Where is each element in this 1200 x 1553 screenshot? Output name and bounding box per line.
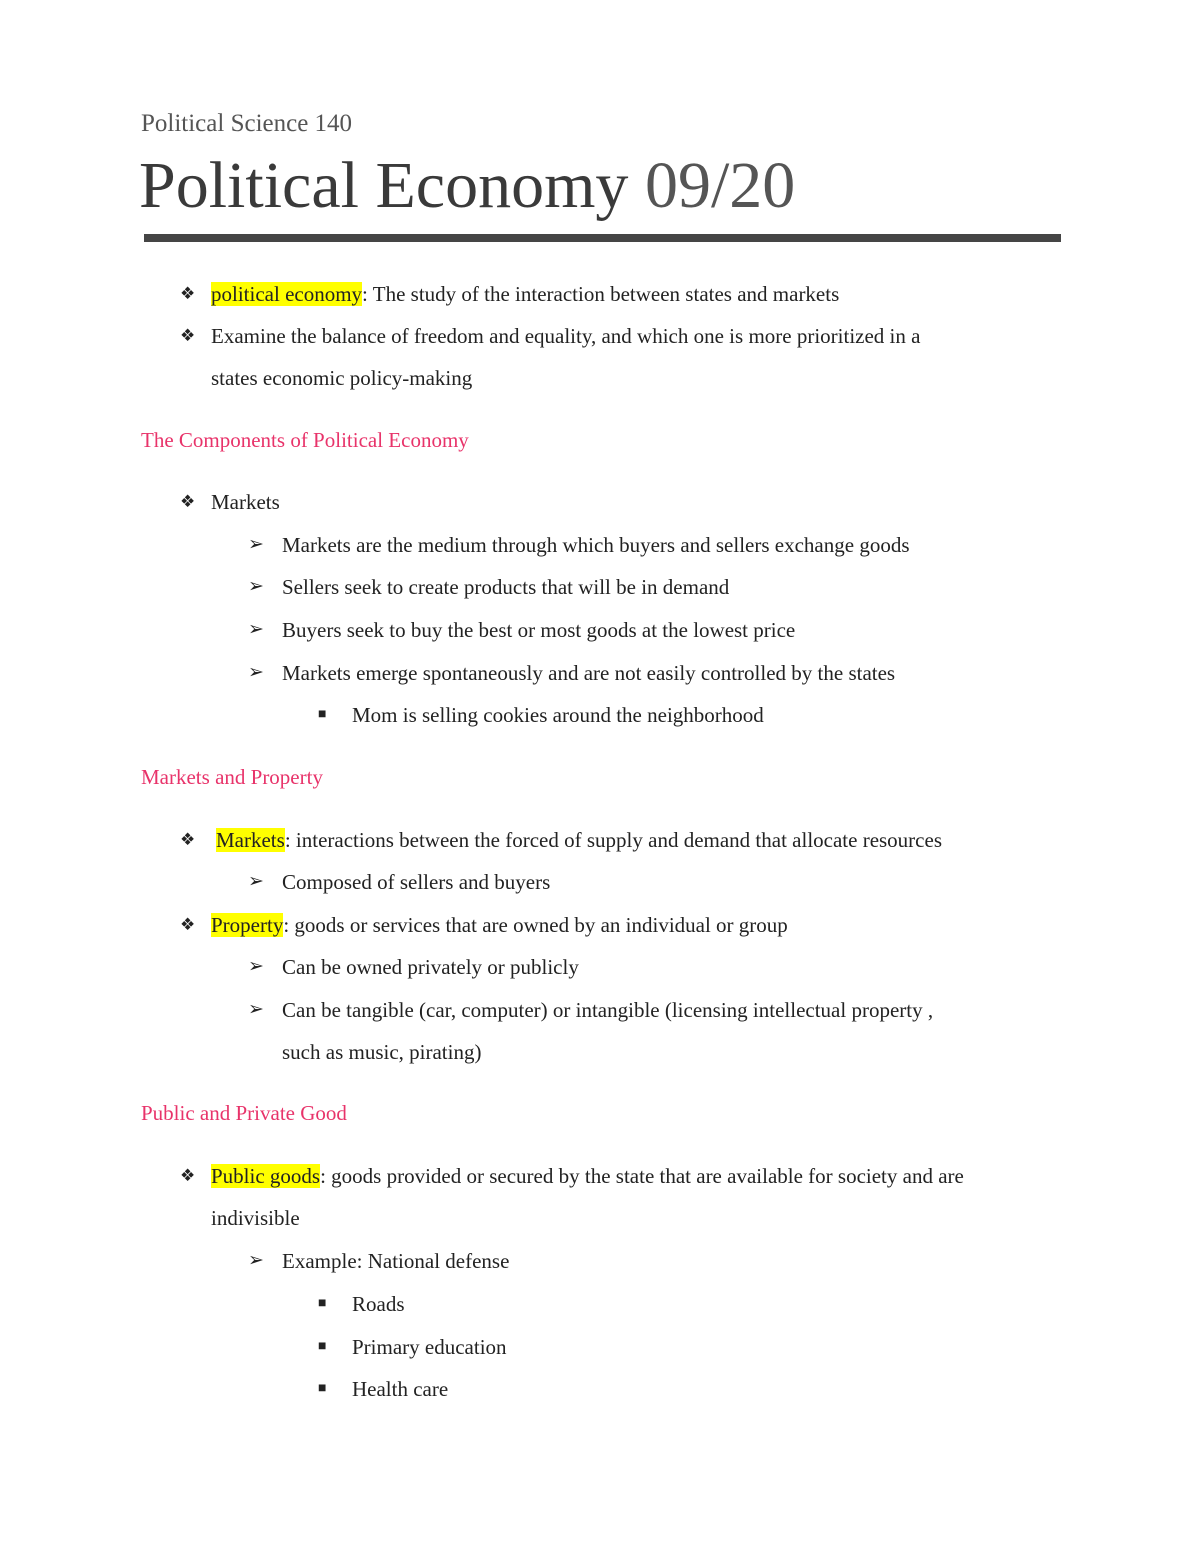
definition-text: : The study of the interaction between states and markets	[362, 282, 840, 306]
list-subitem: Markets are the medium through which buyers and sellers exchange goods	[282, 533, 910, 557]
arrow-bullet-icon: ➢	[248, 662, 264, 683]
section-heading-components: The Components of Political Economy	[141, 428, 469, 452]
title-text: Political Economy	[139, 149, 629, 222]
arrow-bullet-icon: ➢	[248, 619, 264, 640]
definition-text: : goods provided or secured by the state that are available for society and are	[320, 1164, 964, 1188]
list-subitem-continued: such as music, pirating)	[282, 1040, 482, 1064]
title-divider	[144, 234, 1061, 242]
title-date: 09/20	[644, 149, 796, 222]
list-subitem: Can be owned privately or publicly	[282, 955, 579, 979]
list-item-public-goods	[211, 1161, 964, 1191]
list-subsubitem: Health care	[352, 1377, 449, 1401]
square-bullet-icon: ■	[318, 1381, 327, 1396]
list-subitem: Sellers seek to create products that will be in demand	[282, 575, 730, 599]
list-subsubitem: Roads	[352, 1292, 405, 1316]
square-bullet-icon: ■	[318, 707, 327, 722]
intro-item-political-economy	[211, 279, 839, 309]
diamond-bullet-icon: ❖	[180, 492, 196, 511]
highlight-term: Markets	[216, 828, 285, 852]
highlight-term: Property	[211, 913, 284, 937]
list-subitem: Composed of sellers and buyers	[282, 870, 551, 894]
list-item-property-definition	[211, 910, 788, 940]
section-heading-public-private: Public and Private Good	[141, 1101, 347, 1125]
arrow-bullet-icon: ➢	[248, 534, 264, 555]
arrow-bullet-icon: ➢	[248, 871, 264, 892]
section-heading-markets-property: Markets and Property	[141, 765, 323, 789]
diamond-bullet-icon: ❖	[180, 1166, 196, 1185]
definition-text: : interactions between the forced of supply and demand that allocate resources	[284, 828, 942, 852]
definition-text: : goods or services that are owned by an individual or group	[283, 913, 788, 937]
list-subitem: Can be tangible (car, computer) or intangible (licensing intellectual property ,	[282, 998, 934, 1022]
square-bullet-icon: ■	[318, 1339, 327, 1354]
list-subsubitem: Mom is selling cookies around the neighborhood	[352, 703, 764, 727]
arrow-bullet-icon: ➢	[248, 576, 264, 597]
highlight-term: Public goods	[211, 1164, 321, 1188]
list-subitem: Markets emerge spontaneously and are not easily controlled by the states	[282, 661, 896, 685]
list-subsubitem: Primary education	[352, 1335, 507, 1359]
intro-item-balance-line1: Examine the balance of freedom and equality, and which one is more prioritized in a	[211, 324, 921, 348]
highlight-term: political economy	[211, 282, 363, 306]
list-item-markets-definition	[216, 825, 942, 855]
arrow-bullet-icon: ➢	[248, 1250, 264, 1271]
diamond-bullet-icon: ❖	[180, 830, 196, 849]
square-bullet-icon: ■	[318, 1296, 327, 1311]
arrow-bullet-icon: ➢	[248, 999, 264, 1020]
diamond-bullet-icon: ❖	[180, 326, 196, 345]
list-subitem: Buyers seek to buy the best or most goods at the lowest price	[282, 618, 796, 642]
course-name: Political Science 140	[141, 110, 353, 137]
diamond-bullet-icon: ❖	[180, 284, 196, 303]
diamond-bullet-icon: ❖	[180, 915, 196, 934]
intro-item-balance-line2: states economic policy-making	[211, 366, 473, 390]
arrow-bullet-icon: ➢	[248, 956, 264, 977]
list-subitem: Example: National defense	[282, 1249, 510, 1273]
page-title	[139, 147, 795, 225]
list-item-markets: Markets	[211, 490, 280, 514]
list-item-continued: indivisible	[211, 1206, 300, 1230]
